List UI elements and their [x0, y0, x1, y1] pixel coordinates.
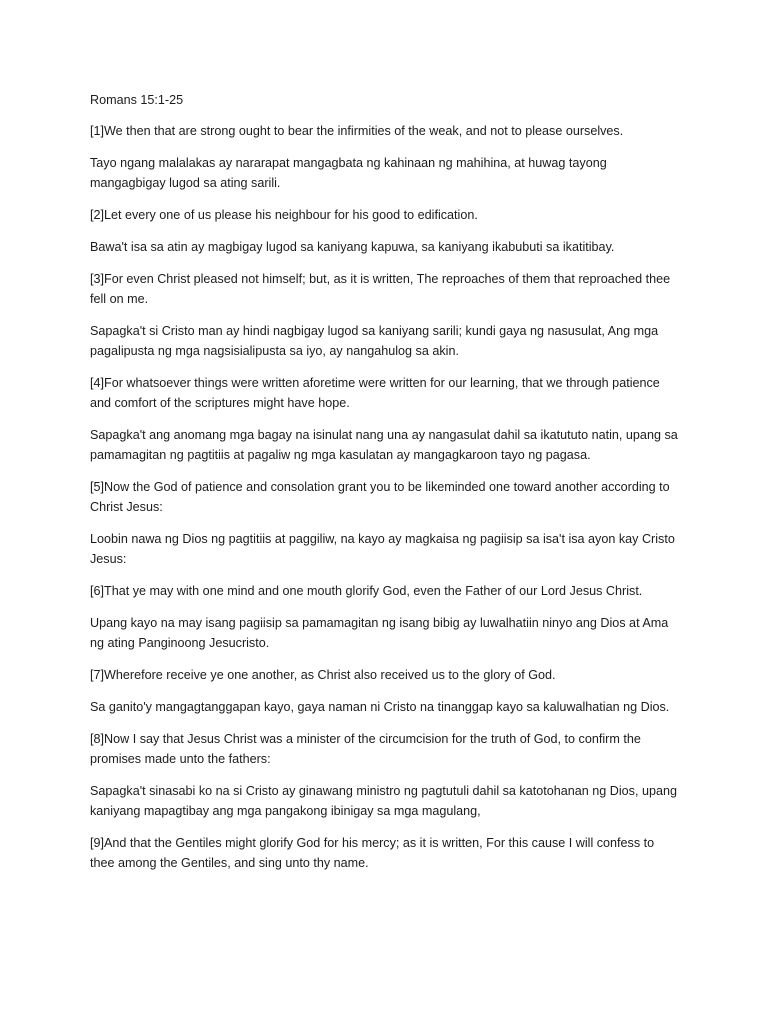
verse-1-english: [1]We then that are strong ought to bear the infirmities of the weak, and not to please ourselves. [90, 124, 624, 138]
verse-6-tagalog: Upang kayo na may isang pagiisip sa pamamagitan ng isang bibig ay luwalhatiin ninyo ang Dios at Ama ng ating Panginoong Jesucristo. [90, 616, 669, 650]
verse-7-english: [7]Wherefore receive ye one another, as Christ also received us to the glory of God. [90, 668, 556, 682]
page-title: Romans 15:1-25 [90, 93, 184, 107]
verse-8-english: [8]Now I say that Jesus Christ was a minister of the circumcision for the truth of God, to confirm the promises made unto the fathers: [90, 732, 641, 766]
verse-3-tagalog: Sapagka't si Cristo man ay hindi nagbigay lugod sa kaniyang sarili; kundi gaya ng nasusulat, Ang mga pagalipusta ng mga nagsisialipusta sa iyo, ay nangahulog sa akin. [90, 324, 659, 358]
document-page [90, 90, 680, 885]
verse-6-english: [6]That ye may with one mind and one mouth glorify God, even the Father of our Lord Jesus Christ. [90, 584, 643, 598]
verse-1-tagalog: Tayo ngang malalakas ay nararapat mangagbata ng kahinaan ng mahihina, at huwag tayong mangagbigay lugod sa ating sarili. [90, 156, 607, 190]
verse-3-english: [3]For even Christ pleased not himself; but, as it is written, The reproaches of them that reproached thee fell on me. [90, 272, 671, 306]
verse-2-english: [2]Let every one of us please his neighbour for his good to edification. [90, 208, 478, 222]
verse-7-tagalog: Sa ganito'y mangagtanggapan kayo, gaya naman ni Cristo na tinanggap kayo sa kaluwalhatian ng Dios. [90, 700, 670, 714]
verse-8-tagalog: Sapagka't sinasabi ko na si Cristo ay ginawang ministro ng pagtutuli dahil sa katotohanan ng Dios, upang kaniyang mapagtibay ang mga pangakong ibinigay sa mga magulang, [90, 784, 677, 818]
verse-4-english: [4]For whatsoever things were written aforetime were written for our learning, that we through patience and comfort of the scriptures might have hope. [90, 376, 660, 410]
verse-5-english: [5]Now the God of patience and consolation grant you to be likeminded one toward another according to Christ Jesus: [90, 480, 670, 514]
verse-4-tagalog: Sapagka't ang anomang mga bagay na isinulat nang una ay nangasulat dahil sa ikatututo natin, upang sa pamamagitan ng pagtitiis at pagaliw ng mga kasulatan ay mangagkaroon tayo ng pagasa. [90, 428, 678, 462]
verse-2-tagalog: Bawa't isa sa atin ay magbigay lugod sa kaniyang kapuwa, sa kaniyang ikabubuti sa ikatitibay. [90, 240, 615, 254]
verse-5-tagalog: Loobin nawa ng Dios ng pagtitiis at paggiliw, na kayo ay magkaisa ng pagiisip sa isa't isa ayon kay Cristo Jesus: [90, 532, 675, 566]
verse-9-english: [9]And that the Gentiles might glorify God for his mercy; as it is written, For this cause I will confess to thee among the Gentiles, and sing unto thy name. [90, 836, 655, 870]
